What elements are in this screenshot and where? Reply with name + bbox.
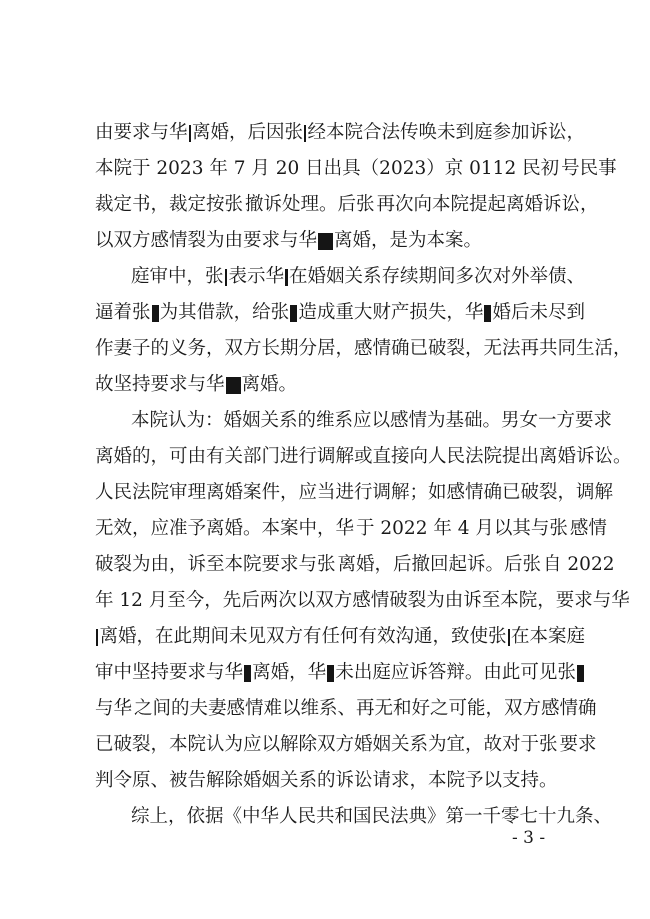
text-line [95,696,597,722]
text-segment: 与华 [95,698,133,719]
text-segment: 自 2022 [543,554,615,575]
text-segment: 号民事 [561,158,617,179]
text-segment: 之间的夫妻感情难以维系、再无和好之可能，双方感情确 [134,698,597,719]
redaction-block [304,125,306,142]
redaction-block [244,665,251,682]
redaction-block [189,125,191,142]
text-line [95,120,585,146]
text-segment: 离婚，华 [252,662,327,683]
text-segment: 庭审中，张 [131,266,224,287]
text-segment: 婚后未尽到 [492,302,585,323]
text-segment: 破裂为由，诉至本院要求与张 [95,554,336,575]
text-segment: 要求 [559,734,597,755]
text-segment: 感情 [569,518,607,539]
redaction-block [327,665,334,682]
text-segment: 本院于 2023 年 7 月 20 日出具（2023）京 0112 民初 [95,158,560,179]
redaction-block [285,269,288,286]
text-line [95,300,585,326]
text-segment: 造成重大财产损失，华 [298,302,484,323]
text-segment: 年 12 月至今，先后两次以双方感情破裂为由诉至本院，要求与华 [95,590,630,611]
text-segment: 经本院合法传唤未到庭参加诉讼， [307,122,585,143]
redaction-block [577,665,584,682]
text-line [95,516,607,542]
text-segment: 在婚姻关系存续期间多次对外举债、 [288,266,585,287]
text-segment: 由要求与华 [95,122,188,143]
text-segment: 再次向本院提起离婚诉讼， [376,194,599,215]
text-segment: 表示华 [228,266,284,287]
text-line [131,408,613,434]
redaction-block [290,305,297,322]
text-segment: 离婚的，可由有关部门进行调解或直接向人民法院提出离婚诉讼。 [95,446,632,467]
text-segment: 离婚，在此期间未见双方有任何有效沟通，致使张 [99,626,507,647]
text-line [95,156,617,182]
redaction-block [225,269,228,286]
text-segment: 本院认为：婚姻关系的维系应以感情为基础。男女一方要求 [131,410,613,431]
page-number: - 3 - [512,828,546,848]
text-segment: 已破裂，本院认为应以解除双方婚姻关系为宜，故对于张 [95,734,558,755]
text-line [95,228,585,254]
text-segment: 判令原、被告解除婚姻关系的诉讼请求，本院予以支持。 [95,770,558,791]
text-segment: 离婚。 [241,374,298,395]
text-segment: 离婚，是为本案。 [334,230,483,251]
text-segment: 逼着张 [95,302,151,323]
text-segment: 故坚持要求与华 [95,374,225,395]
redaction-block [152,305,159,322]
text-line [95,768,585,794]
text-line [131,804,613,830]
text-line [95,336,632,362]
text-line [95,660,585,686]
text-line [95,552,615,578]
text-segment: 无效，应准予离婚。本案中，华 [95,518,355,539]
text-segment: 于 2022 年 4 月以其与张 [356,518,568,539]
text-segment: 未出庭应诉答辩。由此可见张 [335,662,576,683]
redaction-block [96,629,98,646]
text-segment: 作妻子的义务，双方长期分居，感情确已破裂，无法再共同生活， [95,338,632,359]
text-line [95,372,585,398]
text-segment: 综上，依据《中华人民共和国民法典》第一千零七十九条、 [131,806,613,827]
redaction-block [508,629,510,646]
text-segment: 离婚，后因张 [191,122,303,143]
text-segment: 撤诉处理。后张 [245,194,375,215]
text-line [95,588,630,614]
text-segment: 在本案庭 [510,626,585,647]
text-line [131,264,585,290]
text-segment: 为其借款，给张 [159,302,290,323]
text-line [95,480,614,506]
text-segment: 审中坚持要求与华 [95,662,244,683]
text-line [95,732,597,758]
redaction-block [226,377,241,394]
text-line [95,192,599,218]
text-segment: 以双方感情裂为由要求与华 [95,230,318,251]
text-segment: 离婚，后撤回起诉。后张 [337,554,542,575]
redaction-block [484,305,491,322]
text-line [95,624,585,650]
text-segment: 人民法院审理离婚案件，应当进行调解；如感情确已破裂，调解 [95,482,614,503]
text-line [95,444,632,470]
redaction-block [318,233,333,250]
text-segment: 裁定书，裁定按张 [95,194,244,215]
